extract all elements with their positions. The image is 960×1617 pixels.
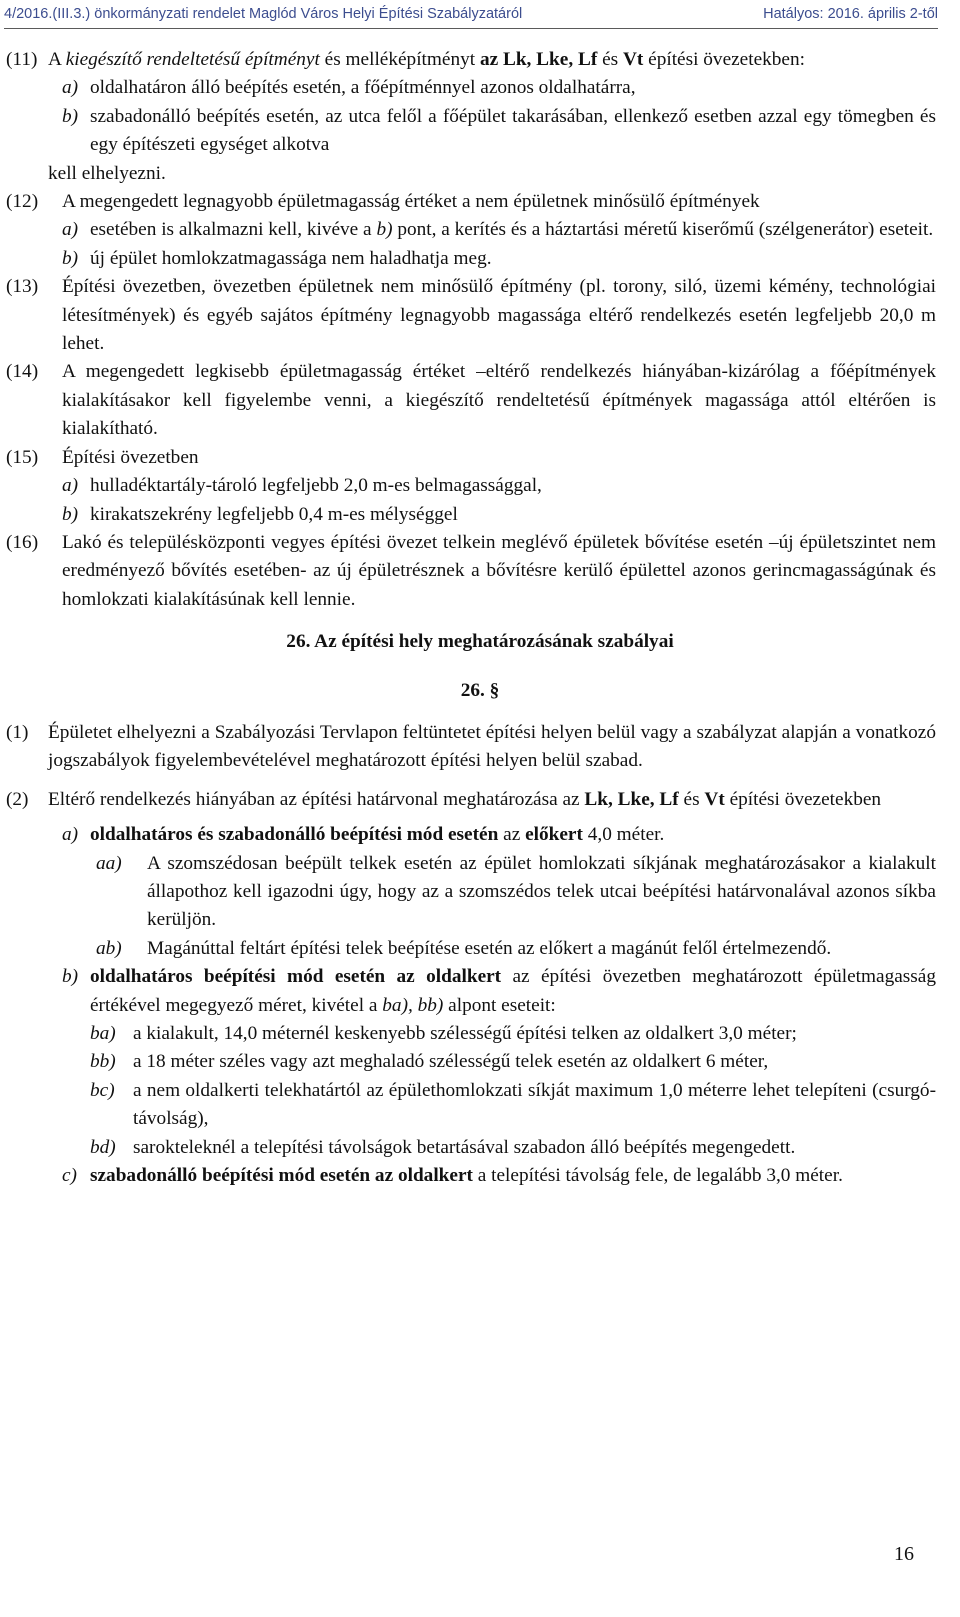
item-label: a) (62, 77, 79, 99)
paragraph-11: (11) A kiegészítő rendeltetésű építményt és melléképítményt az Lk, Lke, Lf és Vt építési övezetekben: (0, 46, 960, 74)
paragraph-12-item-b: b) új épület homlokzatmagassága nem haladhatja meg. (0, 245, 960, 273)
item-label: b) (62, 503, 79, 525)
item-label: b) (62, 966, 79, 988)
paragraph-number: (13) (6, 276, 39, 298)
paragraph-2-item-bd: bd) sarokteleknél a telepítési távolságok betartásával szabadon álló beépítés megengedett. (0, 1134, 960, 1162)
item-label: bd) (90, 1136, 116, 1158)
paragraph-2-item-ba: ba) a kialakult, 14,0 méternél keskenyebb szélességű építési telken az oldalkert 3,0 méter; (0, 1020, 960, 1048)
paragraph-2-item-aa: aa) A szomszédosan beépült telkek esetén az épület homlokzati síkjának meghatározásakor a kialakult állapothoz kell igazodni úgy, hogy az a szomszédos telek utcai beépítési határvonalával azonos síkba kerüljön. (0, 850, 960, 935)
chapter-title: 26. Az építési hely meghatározásának szabályai (286, 631, 674, 653)
section-26-paragraph-1: (1) Épületet elhelyezni a Szabályozási Tervlapon feltüntetet építési helyen belül vagy a szabályzat alapján a vonatkozó jogszabályok figyelembevételével meghatározott építési helyen belül szabad. (0, 719, 960, 776)
item-label: ab) (96, 937, 122, 959)
item-label: a) (62, 475, 79, 497)
item-label: bb) (90, 1051, 116, 1073)
section-title: 26. § (460, 679, 500, 701)
paragraph-11-item-a: a) oldalhatáron álló beépítés esetén, a főépítménnyel azonos oldalhatárra, (0, 74, 960, 102)
paragraph-number: (16) (6, 531, 39, 553)
item-label: aa) (96, 852, 122, 874)
paragraph-2-item-bb: bb) a 18 méter széles vagy azt meghaladó szélességű telek esetén az oldalkert 6 méter, (0, 1048, 960, 1076)
page-number: 16 (894, 1543, 914, 1565)
paragraph-15-item-a: a) hulladéktartály-tároló legfeljebb 2,0 m-es belmagassággal, (0, 472, 960, 500)
paragraph-2-item-c: c) szabadonálló beépítési mód esetén az oldalkert a telepítési távolság fele, de legalább 3,0 méter. (0, 1162, 960, 1190)
paragraph-12-item-a: a) esetében is alkalmazni kell, kivéve a b) pont, a kerítés és a háztartási méretű kiserőmű (szélgenerátor) eseteit. (0, 216, 960, 244)
page-header (4, 6, 938, 29)
item-label: b) (62, 247, 79, 269)
paragraph-16: (16) Lakó és településközponti vegyes építési övezet telkein meglévő épületek bővítése esetén –új épületszintet nem eredményező bővítés esetében- az új épületrésznek a bővítésre kerülő épülettel azonos gerincmagasságúnak és homlokzati kialakításúnak kell lennie. (0, 529, 960, 614)
paragraph-11-item-b: b) szabadonálló beépítés esetén, az utca felől a főépület takarásában, ellenkező esetben azzal egy tömegben és egy építészeti egységet alkotva (0, 103, 960, 160)
item-label: bc) (90, 1079, 115, 1101)
item-label: c) (62, 1165, 77, 1187)
paragraph-number: (15) (6, 446, 39, 468)
item-label: a) (62, 219, 79, 241)
section-26-paragraph-2: (2) Eltérő rendelkezés hiányában az építési határvonal meghatározása az Lk, Lke, Lf és Vt építési övezetekben (0, 786, 960, 814)
paragraph-2-item-a: a) oldalhatáros és szabadonálló beépítési mód esetén az előkert 4,0 méter. (0, 821, 960, 849)
paragraph-2-item-ab: ab) Magánúttal feltárt építési telek beépítése esetén az előkert a magánút felől értelmezendő. (0, 935, 960, 963)
item-label: ba) (90, 1023, 116, 1044)
paragraph-14: (14) A megengedett legkisebb épületmagasság értéket –eltérő rendelkezés hiányában-kizárólag a főépítmények kialakításakor kell figyelembe venni, a kiegészítő rendeltetésű építmények magassága attól eltérően is kialakítható. (0, 358, 960, 443)
item-label: b) (62, 105, 79, 127)
paragraph-number: (14) (6, 361, 39, 383)
paragraph-number: (1) (6, 721, 29, 743)
paragraph-2-item-b: b) oldalhatáros beépítési mód esetén az oldalkert az építési övezetben meghatározott épületmagasság értékével megegyező méret, kivétel a ba), bb) alpont eseteit: (0, 963, 960, 1020)
header-effective-date: Hatályos: 2016. április 2-től (763, 6, 938, 22)
paragraph-number: (12) (6, 191, 39, 213)
paragraph-11-tail: kell elhelyezni. (48, 162, 166, 184)
paragraph-12: (12) A megengedett legnagyobb épületmagasság értéket a nem épületnek minősülő építmények (0, 188, 960, 216)
paragraph-2-item-bc: bc) a nem oldalkerti telekhatártól az épülethomlokzati síkját maximum 1,0 méterre lehet telepíteni (csurgó-távolság), (0, 1077, 960, 1134)
paragraph-number: (2) (6, 788, 29, 810)
paragraph-15: (15) Építési övezetben (0, 444, 960, 472)
paragraph-15-item-b: b) kirakatszekrény legfeljebb 0,4 m-es mélységgel (0, 501, 960, 529)
header-document-title: 4/2016.(III.3.) önkormányzati rendelet Maglód Város Helyi Építési Szabályzatáról (4, 6, 523, 22)
paragraph-13: (13) Építési övezetben, övezetben épületnek nem minősülő építmény (pl. torony, siló, üzemi kémény, technológiai létesítmények) és egyéb sajátos építmény legnagyobb magassága eltérő rendelkezés esetén legfeljebb 20,0 m lehet. (0, 273, 960, 358)
document-body (0, 46, 960, 1190)
paragraph-number: (11) (6, 49, 38, 70)
item-label: a) (62, 824, 79, 846)
